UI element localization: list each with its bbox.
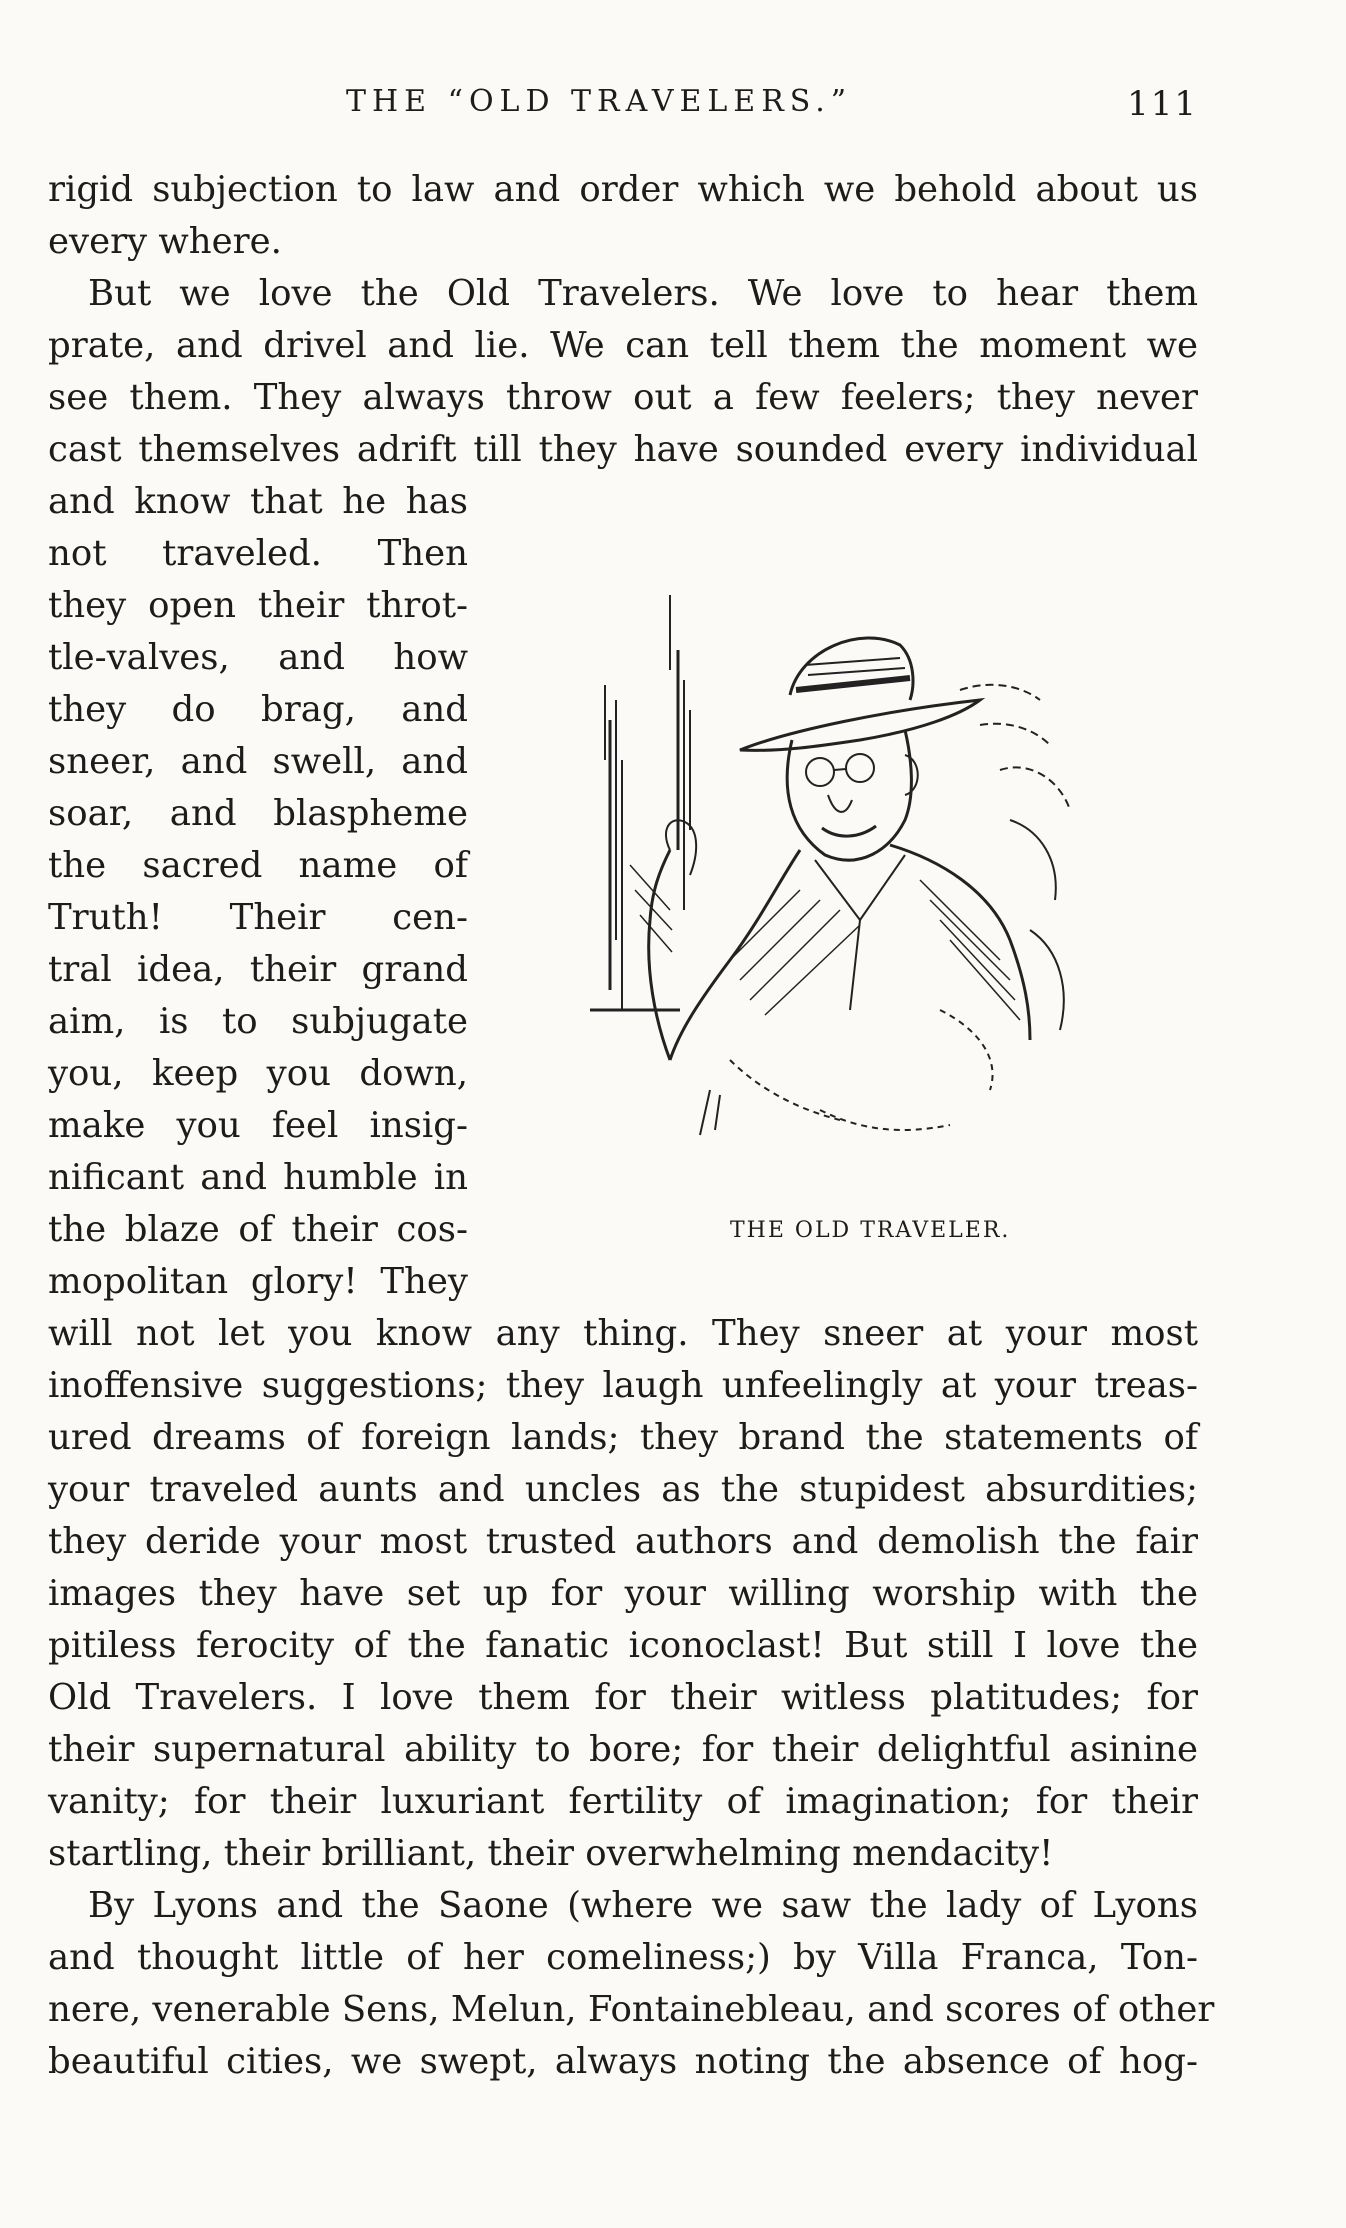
old-traveler-illustration <box>560 590 1160 1150</box>
text-line: nere, venerable Sens, Melun, Fontainebleau, and scores of other <box>48 1989 1215 2030</box>
text-line: images they have set up for your willing worship with the <box>48 1573 1198 1614</box>
text-line: By Lyons and the Saone (where we saw the lady of Lyons <box>88 1885 1198 1926</box>
text-line: beautiful cities, we swept, always noting the absence of hog- <box>48 2041 1198 2082</box>
text-line: and know that he has <box>48 481 468 522</box>
text-line: nificant and humble in <box>48 1157 468 1198</box>
text-line: the blaze of their cos- <box>48 1209 468 1250</box>
page-header <box>48 84 1198 128</box>
text-line: rigid subjection to law and order which we behold about us <box>48 169 1198 210</box>
text-line: the sacred name of <box>48 845 468 886</box>
text-line: sneer, and swell, and <box>48 741 468 782</box>
text-line: every where. <box>48 221 282 262</box>
figure-caption: THE OLD TRAVELER. <box>730 1218 1011 1243</box>
text-line: aim, is to subjugate <box>48 1001 468 1042</box>
text-line: you, keep you down, <box>48 1053 468 1094</box>
text-line: they do brag, and <box>48 689 468 730</box>
text-line: not traveled. Then <box>48 533 468 574</box>
text-line: pitiless ferocity of the fanatic iconoclast! But still I love the <box>48 1625 1198 1666</box>
text-line: cast themselves adrift till they have sounded every individual <box>48 429 1198 470</box>
text-line: will not let you know any thing. They sneer at your most <box>48 1313 1198 1354</box>
text-line: tral idea, their grand <box>48 949 468 990</box>
page-number: 111 <box>1127 84 1198 124</box>
text-line: see them. They always throw out a few feelers; they never <box>48 377 1198 418</box>
text-line: your traveled aunts and uncles as the stupidest absurdities; <box>48 1469 1198 1510</box>
text-line: they open their throt- <box>48 585 468 626</box>
text-line: prate, and drivel and lie. We can tell them the moment we <box>48 325 1198 366</box>
old-traveler-engraving <box>560 590 1160 1150</box>
text-line: mopolitan glory! They <box>48 1261 468 1302</box>
text-line: ured dreams of foreign lands; they brand the statements of <box>48 1417 1198 1458</box>
text-line: Old Travelers. I love them for their witless platitudes; for <box>48 1677 1198 1718</box>
text-line: inoffensive suggestions; they laugh unfeelingly at your treas- <box>48 1365 1198 1406</box>
text-line: But we love the Old Travelers. We love to hear them <box>88 273 1198 314</box>
text-line: their supernatural ability to bore; for their delightful asinine <box>48 1729 1198 1770</box>
text-line: soar, and blaspheme <box>48 793 468 834</box>
text-line: startling, their brilliant, their overwhelming mendacity! <box>48 1833 1054 1874</box>
text-line: make you feel insig- <box>48 1105 468 1146</box>
text-line: vanity; for their luxuriant fertility of imagination; for their <box>48 1781 1198 1822</box>
text-line: tle-valves, and how <box>48 637 468 678</box>
text-line: they deride your most trusted authors and demolish the fair <box>48 1521 1198 1562</box>
text-line: and thought little of her comeliness;) by Villa Franca, Ton- <box>48 1937 1198 1978</box>
running-head: THE “OLD TRAVELERS.” <box>346 84 853 119</box>
text-line: Truth! Their cen- <box>48 897 468 938</box>
